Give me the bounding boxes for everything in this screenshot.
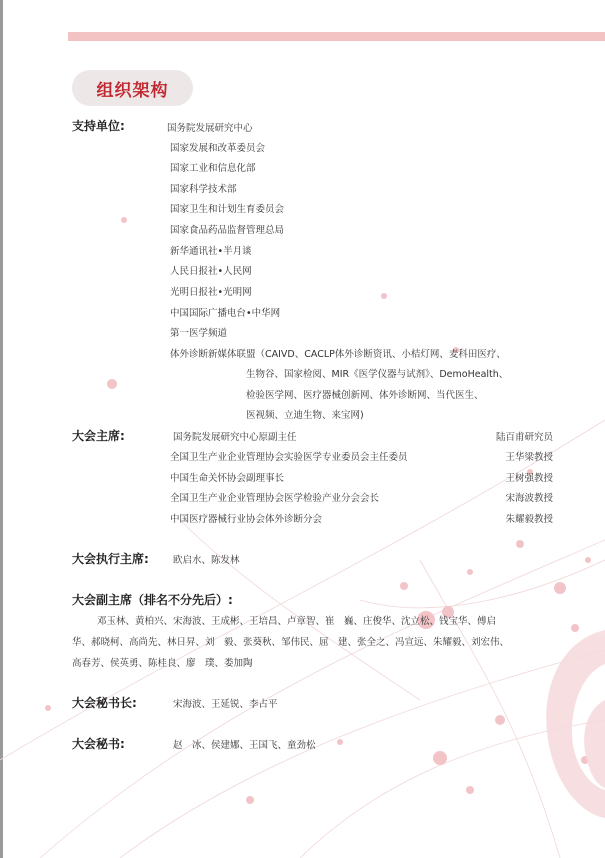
support-item: 国家卫生和计划生育委员会 bbox=[170, 204, 285, 215]
chairman-role: 中国生命关怀协会副理事长 bbox=[170, 473, 285, 484]
vice-chair-line: 邓玉林、黄柏兴、宋海波、王成彬、王培昌、卢章智、崔 巍、庄俊华、沈立松、钱宝华、傅启 bbox=[97, 616, 497, 627]
chairman-name: 陆百甫研究员 bbox=[495, 432, 553, 443]
vice-chair-line: 高春芳、侯英勇、陈桂良、廖 璞、娄加陶 bbox=[72, 658, 253, 669]
alliance-line: 医视频、立迪生物、来宝网) bbox=[246, 410, 364, 421]
chairman-name: 王华梁教授 bbox=[505, 452, 553, 463]
sec-general-label: 大会秘书长: bbox=[72, 696, 137, 710]
section-title-badge bbox=[72, 70, 193, 106]
chairman-label: 大会主席: bbox=[72, 429, 125, 443]
alliance-line: 生物谷、国家检阅、MIR《医学仪器与试剂》、DemoHealth、 bbox=[246, 369, 509, 380]
alliance-line: 检验医学网、医疗器械创新网、体外诊断网、当代医生、 bbox=[246, 390, 484, 401]
support-item: 人民日报社•人民网 bbox=[170, 266, 252, 277]
sec-general-names: 宋海波、王延锐、李占平 bbox=[173, 699, 278, 710]
vice-chair-line: 华、郝晓柯、高尚先、林日昇、刘 毅、张葵秋、邹伟民、屈 建、张全之、冯宣远、朱耀毅、刘宏伟、 bbox=[72, 637, 510, 648]
support-item: 国家发展和改革委员会 bbox=[170, 143, 266, 154]
section-title: 组织架构 bbox=[96, 80, 169, 101]
support-item: 光明日报社•光明网 bbox=[170, 287, 252, 298]
support-label: 支持单位: bbox=[72, 119, 125, 133]
support-item: 中国国际广播电台•中华网 bbox=[170, 308, 281, 319]
support-item: 国家科学技术部 bbox=[170, 184, 237, 195]
support-item: 国家食品药品监督管理总局 bbox=[170, 225, 285, 236]
chairman-name: 朱耀毅教授 bbox=[505, 514, 553, 525]
support-item: 第一医学频道 bbox=[170, 328, 228, 339]
alliance-line: 体外诊断新媒体联盟（CAIVD、CACLP体外诊断资讯、小桔灯网、麦科田医疗、 bbox=[170, 349, 506, 360]
support-item: 国家工业和信息化部 bbox=[170, 163, 256, 174]
chairman-role: 全国卫生产业企业管理协会实验医学专业委员会主任委员 bbox=[170, 452, 408, 463]
chairman-role: 中国医疗器械行业协会体外诊断分会 bbox=[170, 514, 323, 525]
support-item: 国务院发展研究中心 bbox=[167, 123, 253, 134]
secretary-label: 大会秘书: bbox=[72, 737, 125, 751]
exec-chair-label: 大会执行主席: bbox=[72, 552, 149, 566]
support-item: 新华通讯社•半月谈 bbox=[170, 246, 252, 257]
chairman-name: 王树强教授 bbox=[505, 473, 553, 484]
chairman-role: 全国卫生产业企业管理协会医学检验产业分会会长 bbox=[170, 493, 380, 504]
vice-chair-label: 大会副主席（排名不分先后）: bbox=[72, 593, 233, 607]
exec-chair-names: 欧启水、陈发林 bbox=[173, 555, 240, 566]
chairman-name: 宋海波教授 bbox=[505, 493, 553, 504]
chairman-role: 国务院发展研究中心原副主任 bbox=[173, 432, 297, 443]
secretary-names: 赵 冰、侯建娜、王国飞、童劲松 bbox=[173, 740, 316, 751]
